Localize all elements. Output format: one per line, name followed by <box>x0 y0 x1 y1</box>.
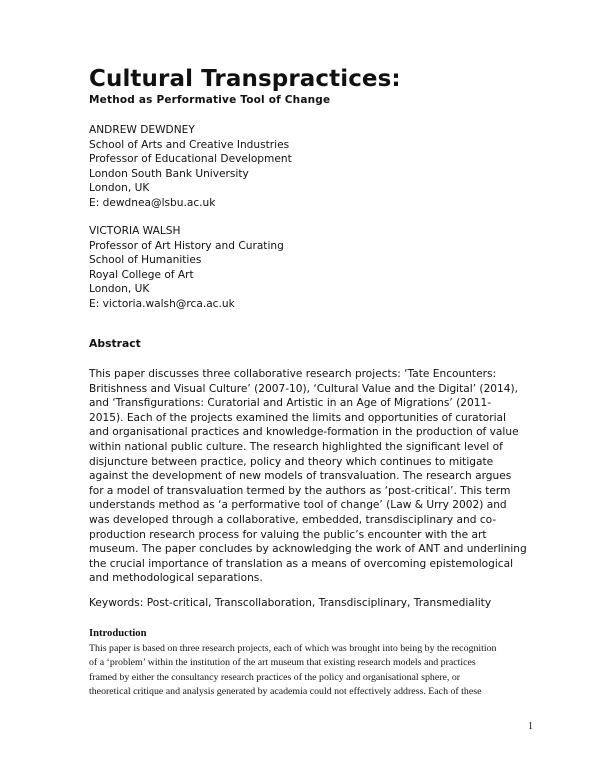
author-affiliation-line: Professor of Educational Development <box>89 153 292 166</box>
abstract-line: and organisational practices and knowledge-formation in the production of value <box>89 426 519 439</box>
abstract-heading: Abstract <box>89 337 141 350</box>
author-email: E: dewdnea@lsbu.ac.uk <box>89 196 216 209</box>
paper-subtitle: Method as Performative Tool of Change <box>89 94 331 106</box>
abstract-line: This paper discusses three collaborative research projects: ‘Tate Encounters: <box>89 368 497 380</box>
author-location: London, UK <box>89 182 150 195</box>
author-affiliation-line: London South Bank University <box>89 167 249 180</box>
abstract-line: and ‘Transfigurations: Curatorial and Artistic in an Age of Migrations’ (2011- <box>89 397 492 410</box>
introduction-line: of a ‘problem’ within the institution of the art museum that existing research models and practices <box>89 657 476 669</box>
abstract-line: museum. The paper concludes by acknowledging the work of ANT and underlining <box>89 543 527 556</box>
abstract-body <box>89 367 529 586</box>
introduction-line: theoretical critique and analysis generated by academia could not effectively address. Each of these <box>89 685 482 697</box>
abstract-line: understands method as ‘a performative tool of change’ (Law & Urry 2002) and <box>89 499 507 512</box>
introduction-heading: Introduction <box>89 628 147 639</box>
author-affiliation-line: Professor of Art History and Curating <box>89 239 284 252</box>
abstract-line: for a model of transvaluation termed by the authors as ‘post-critical’. This term <box>89 484 511 497</box>
abstract-line: production research process for valuing the public’s encounter with the art <box>89 528 487 541</box>
author-affiliation-line: Royal College of Art <box>89 268 194 281</box>
author-email: E: victoria.walsh@rca.ac.uk <box>89 297 235 310</box>
author-affiliation-line: School of Humanities <box>89 254 202 267</box>
abstract-line: against the development of new models of transvaluation. The research argues <box>89 470 512 483</box>
introduction-body <box>89 642 535 699</box>
page-number: 1 <box>528 721 533 732</box>
introduction-line: framed by either the consultancy research practices of the policy and organisational sphere, or <box>89 671 461 683</box>
author-block-2 <box>89 224 284 312</box>
keywords-line: Keywords: Post-critical, Transcollaboration, Transdisciplinary, Transmediality <box>89 597 492 609</box>
paper-title: Cultural Transpractices: <box>89 66 401 92</box>
author-name: VICTORIA WALSH <box>89 225 181 237</box>
author-affiliation-line: School of Arts and Creative Industries <box>89 138 290 151</box>
author-block-1 <box>89 123 292 211</box>
abstract-line: the crucial importance of translation as a means of overcoming epistemological <box>89 557 514 570</box>
abstract-line: disjuncture between practice, policy and theory which continues to mitigate <box>89 455 494 468</box>
abstract-line: within national public culture. The research highlighted the significant level of <box>89 440 503 453</box>
abstract-line: 2015). Each of the projects examined the limits and opportunities of curatorial <box>89 411 506 424</box>
author-location: London, UK <box>89 283 150 296</box>
abstract-line: was developed through a collaborative, embedded, transdisciplinary and co- <box>89 513 497 526</box>
abstract-line: and methodological separations. <box>89 572 263 585</box>
author-name: ANDREW DEWDNEY <box>89 124 195 136</box>
introduction-line: This paper is based on three research projects, each of which was brought into being by the recognition <box>89 643 497 654</box>
abstract-line: Britishness and Visual Culture’ (2007-10), ‘Cultural Value and the Digital’ (2014), <box>89 382 519 395</box>
